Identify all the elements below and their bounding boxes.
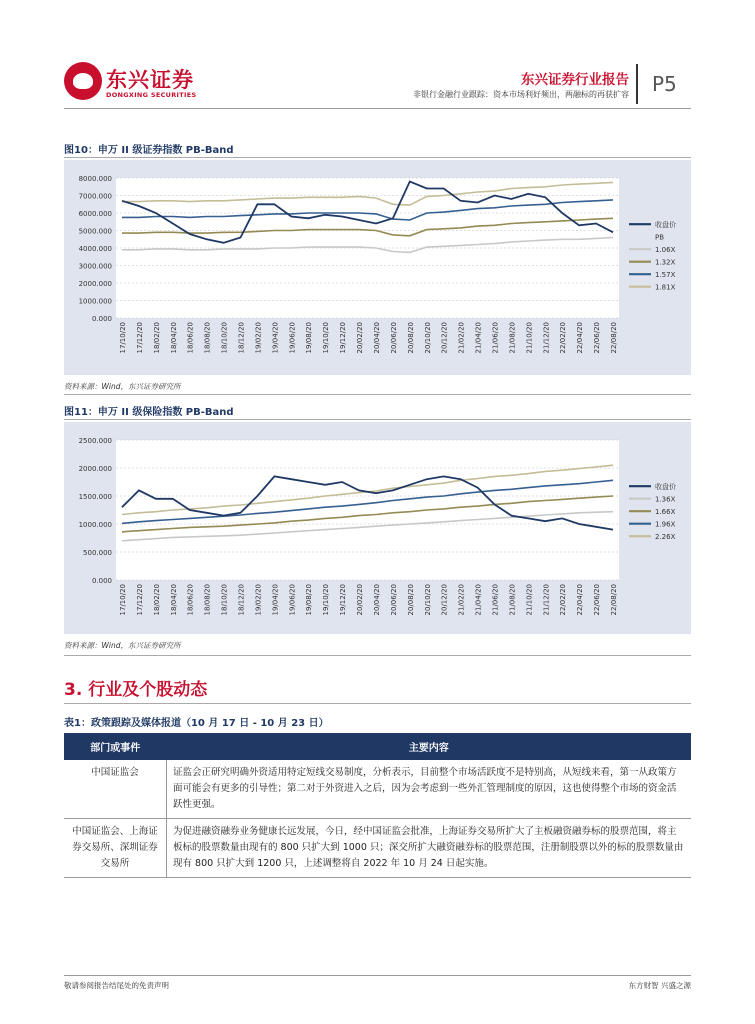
y-tick-label: 0.000 <box>91 315 112 323</box>
x-tick-label: 18/02/20 <box>152 322 161 354</box>
table-cell-content: 为促进融资融券业务健康长远发展，今日，经中国证监会批准，上海证券交易所扩大了主板融资融券标的股票范围，将主板标的股票数量由现有的 800 只扩大到 1000 只；深交所扩大融资融券标的股票范围，注册制股票以外的标的股票数量由现有 800 只扩大到 1200 只，上述调整将自 2022 年 10 月 24 日起实施。 <box>167 819 692 878</box>
y-tick-label: 1500.000 <box>78 493 112 501</box>
report-subtitle: 非银行金融行业跟踪：资本市场利好频出，两融标的再获扩容 <box>413 90 629 99</box>
x-tick-label: 19/04/20 <box>271 322 280 354</box>
x-tick-label: 21/10/20 <box>525 322 534 354</box>
x-tick-label: 22/08/20 <box>610 584 618 616</box>
x-tick-label: 19/10/20 <box>322 584 331 616</box>
figure-rule <box>64 157 691 158</box>
x-tick-label: 20/08/20 <box>406 584 415 616</box>
x-tick-label: 20/06/20 <box>389 584 398 616</box>
figure-rule <box>64 419 691 420</box>
x-tick-label: 19/06/20 <box>288 584 297 616</box>
x-tick-label: 21/02/20 <box>457 584 466 616</box>
x-tick-label: 20/10/20 <box>423 584 432 616</box>
legend-label: 1.06X <box>655 246 676 255</box>
legend-label: 1.32X <box>655 258 676 267</box>
x-tick-label: 19/08/20 <box>305 584 314 616</box>
x-tick-label: 20/12/20 <box>440 584 449 616</box>
company-logo-icon <box>64 62 102 100</box>
y-tick-label: 1000.000 <box>78 521 112 529</box>
x-tick-label: 18/12/20 <box>237 322 246 354</box>
x-tick-label: 19/08/20 <box>305 322 314 354</box>
y-tick-label: 2500.000 <box>78 437 112 445</box>
x-tick-label: 18/12/20 <box>237 584 246 616</box>
figure-source: 资料来源：Wind，东兴证券研究所 <box>64 382 181 391</box>
logo-text-en: DONGXING SECURITIES <box>106 91 197 99</box>
x-tick-label: 20/02/20 <box>356 584 365 616</box>
x-tick-label: 22/06/20 <box>593 584 602 616</box>
legend-label: 收盘价 <box>655 483 676 492</box>
x-tick-label: 18/08/20 <box>203 322 212 354</box>
x-tick-label: 17/12/20 <box>135 584 144 616</box>
x-tick-label: 20/12/20 <box>440 322 449 354</box>
x-tick-label: 18/06/20 <box>186 584 195 616</box>
pb-band-chart-securities <box>64 160 691 375</box>
x-tick-label: 17/12/20 <box>135 322 144 354</box>
x-tick-label: 22/06/20 <box>593 322 602 354</box>
table-header-content: 主要内容 <box>167 733 692 760</box>
y-tick-label: 8000.000 <box>78 175 112 183</box>
y-tick-label: 6000.000 <box>78 210 112 218</box>
x-tick-label: 22/04/20 <box>576 584 585 616</box>
x-tick-label: 22/08/20 <box>610 322 618 354</box>
footer-disclaimer: 敬请参阅报告结尾处的免责声明 <box>64 981 169 990</box>
legend-label: 2.26X <box>655 533 676 542</box>
table-title: 表1：政策跟踪及媒体报道（10 月 17 日 - 10 月 23 日） <box>64 718 329 729</box>
x-tick-label: 19/02/20 <box>254 322 263 354</box>
x-tick-label: 18/08/20 <box>203 584 212 616</box>
x-tick-label: 20/04/20 <box>372 584 381 616</box>
header-divider <box>636 64 638 104</box>
legend-label: 1.96X <box>655 520 676 529</box>
figure-title: 图10：申万 II 级证券指数 PB-Band <box>64 145 234 156</box>
table-row <box>64 819 691 878</box>
y-tick-label: 5000.000 <box>78 227 112 236</box>
x-tick-label: 19/04/20 <box>271 584 280 616</box>
page-number: P5 <box>652 72 677 96</box>
x-tick-label: 18/06/20 <box>186 322 195 354</box>
x-tick-label: 20/08/20 <box>406 322 415 354</box>
chart-area <box>64 422 691 634</box>
pb-band-chart-insurance <box>64 422 691 634</box>
footer-slogan: 东方财智 兴盛之源 <box>628 981 691 990</box>
x-tick-label: 22/02/20 <box>559 584 568 616</box>
x-tick-label: 19/06/20 <box>288 322 297 354</box>
x-tick-label: 18/02/20 <box>152 584 161 616</box>
y-tick-label: 1000.000 <box>78 297 112 306</box>
x-tick-label: 21/06/20 <box>491 584 500 616</box>
logo-text-cn: 东兴证券 <box>106 68 194 92</box>
x-tick-label: 21/08/20 <box>508 322 517 354</box>
x-tick-label: 21/04/20 <box>474 322 483 354</box>
x-tick-label: 20/06/20 <box>389 322 398 354</box>
table-cell-dept: 中国证监会 <box>64 760 167 819</box>
x-tick-label: 18/10/20 <box>220 584 229 616</box>
x-tick-label: 22/04/20 <box>576 322 585 354</box>
section-rule <box>64 703 691 704</box>
figure-rule <box>64 394 691 395</box>
y-tick-label: 7000.000 <box>78 192 112 201</box>
y-tick-label: 3000.000 <box>78 262 112 271</box>
table-cell-dept: 中国证监会、上海证券交易所、深圳证券交易所 <box>64 819 167 878</box>
legend-label: PB <box>655 233 665 242</box>
x-tick-label: 20/02/20 <box>356 322 365 354</box>
section-title: 3. 行业及个股动态 <box>64 680 208 700</box>
x-tick-label: 19/12/20 <box>339 584 348 616</box>
legend-label: 收盘价 <box>655 221 676 230</box>
x-tick-label: 18/10/20 <box>220 322 229 354</box>
x-tick-label: 19/12/20 <box>339 322 348 354</box>
x-tick-label: 20/10/20 <box>423 322 432 354</box>
y-tick-label: 2000.000 <box>78 465 112 473</box>
legend-label: 1.36X <box>655 495 676 504</box>
header-rule <box>64 108 691 109</box>
x-tick-label: 21/12/20 <box>542 322 551 354</box>
figure-source: 资料来源：Wind，东兴证券研究所 <box>64 641 181 650</box>
x-tick-label: 20/04/20 <box>372 322 381 354</box>
table-row <box>64 760 691 819</box>
y-tick-label: 500.000 <box>83 549 112 557</box>
x-tick-label: 17/10/20 <box>119 584 127 616</box>
x-tick-label: 19/02/20 <box>254 584 263 616</box>
x-tick-label: 21/04/20 <box>474 584 483 616</box>
legend-label: 1.66X <box>655 508 676 517</box>
x-tick-label: 17/10/20 <box>119 322 127 354</box>
legend-label: 1.57X <box>655 271 676 280</box>
x-tick-label: 21/02/20 <box>457 322 466 354</box>
y-tick-label: 0.000 <box>91 577 112 585</box>
y-tick-label: 4000.000 <box>78 245 112 253</box>
legend-label: 1.81X <box>655 283 676 292</box>
chart-area <box>64 160 691 375</box>
x-tick-label: 21/06/20 <box>491 322 500 354</box>
x-tick-label: 18/04/20 <box>169 584 178 616</box>
policy-table <box>64 733 691 878</box>
report-title: 东兴证券行业报告 <box>521 72 629 88</box>
x-tick-label: 21/12/20 <box>542 584 551 616</box>
x-tick-label: 21/08/20 <box>508 584 517 616</box>
footer-rule <box>64 975 691 976</box>
table-cell-content: 证监会正研究明确外资适用特定短线交易制度，分析表示，目前整个市场活跃度不是特别高，从短线来看，第一从政策方面可能会有更多的引导性；第二对于外资进入之后，因为会考虑到一些外汇管理制度的原因，这也使得整个市场的资金活跃性更强。 <box>167 760 692 819</box>
table-header-dept: 部门或事件 <box>64 733 167 760</box>
x-tick-label: 18/04/20 <box>169 322 178 354</box>
figure-rule <box>64 655 691 656</box>
x-tick-label: 19/10/20 <box>322 322 331 354</box>
x-tick-label: 22/02/20 <box>559 322 568 354</box>
y-tick-label: 2000.000 <box>78 280 112 288</box>
x-tick-label: 21/10/20 <box>525 584 534 616</box>
figure-title: 图11：申万 II 级保险指数 PB-Band <box>64 407 234 418</box>
